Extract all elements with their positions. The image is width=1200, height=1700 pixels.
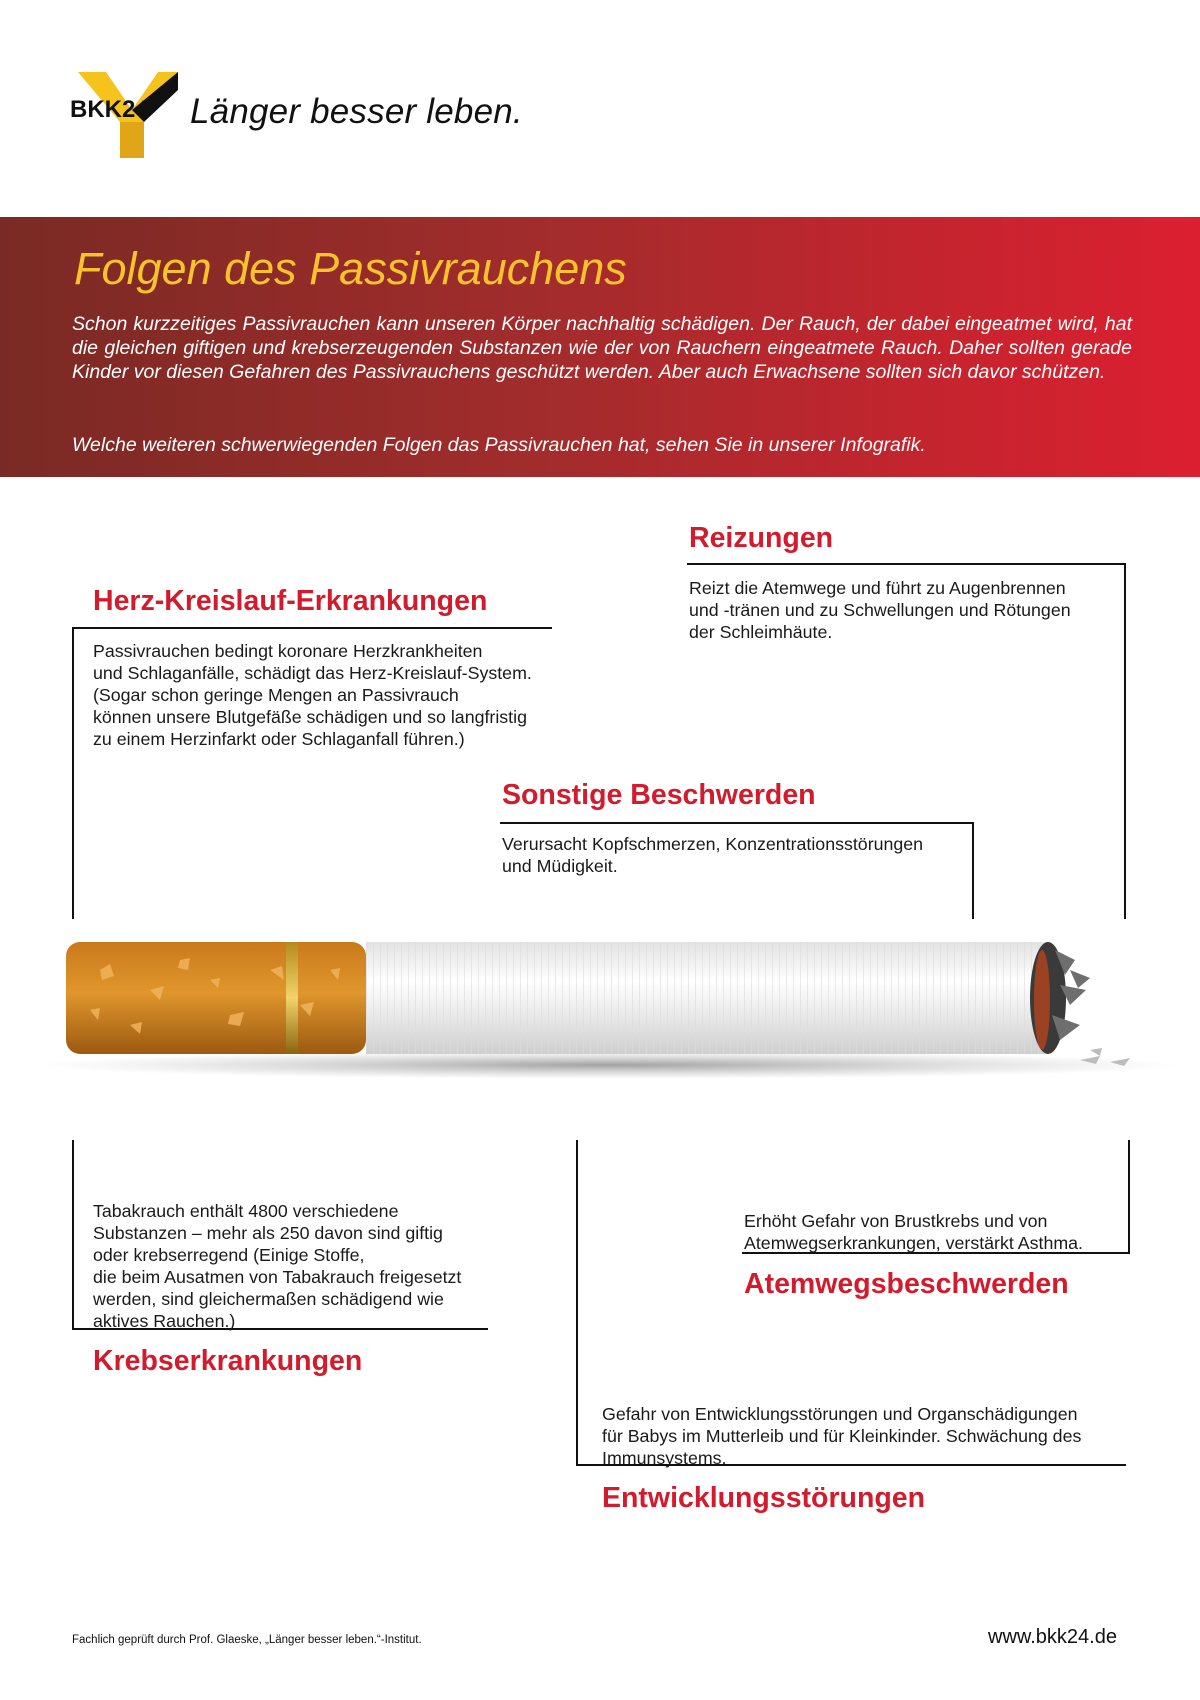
logo-lettering: BKK24 xyxy=(70,96,149,123)
herz-line: können unsere Blutgefäße schädigen und so langfristig xyxy=(93,707,527,727)
entwicklung-text xyxy=(602,1403,1142,1469)
herz-line: Passivrauchen bedingt koronare Herzkrankheiten xyxy=(93,641,483,661)
sonstige-line: und Müdigkeit. xyxy=(502,856,618,876)
footer-website-link[interactable]: www.bkk24.de xyxy=(988,1626,1117,1648)
cigarette-illustration xyxy=(30,930,1190,1085)
slogan: Länger besser leben. xyxy=(190,92,523,131)
krebs-frame-left xyxy=(72,1140,74,1330)
krebs-title: Krebserkrankungen xyxy=(93,1345,363,1377)
entwicklung-line: Immunsystems. xyxy=(602,1448,727,1468)
sonstige-frame-right xyxy=(972,822,974,919)
atemweg-line: Atemwegserkrankungen, verstärkt Asthma. xyxy=(744,1233,1083,1253)
reizungen-line: und -tränen und zu Schwellungen und Rötungen xyxy=(689,600,1071,620)
atemweg-line: Erhöht Gefahr von Brustkrebs und von xyxy=(744,1211,1048,1231)
intro-paragraph: Schon kurzzeitiges Passivrauchen kann unseren Körper nachhaltig schädigen. Der Rauch, der dabei eingeatmet wird, hat die gleichen giftigen und krebserzeugenden Substanzen wie der von Rauchern eingeatmete Rauch. Daher sollten gerade Kinder vor diesen Gefahren des Passivrauchens geschützt werden. Aber auch Erwachsene sollten sich davor schützen. xyxy=(72,313,1132,383)
reizungen-line: Reizt die Atemwege und führt zu Augenbrennen xyxy=(689,578,1066,598)
atemweg-text xyxy=(744,1210,1134,1254)
atemweg-title: Atemwegsbeschwerden xyxy=(744,1268,1069,1300)
entwicklung-frame-left xyxy=(576,1140,578,1466)
herz-line: zu einem Herzinfarkt oder Schlaganfall führen.) xyxy=(93,729,465,749)
reizungen-title: Reizungen xyxy=(689,522,834,554)
sonstige-title: Sonstige Beschwerden xyxy=(502,779,816,811)
krebs-line: die beim Ausatmen von Tabakrauch freigesetzt xyxy=(93,1267,462,1287)
reizungen-line: der Schleimhäute. xyxy=(689,622,833,642)
footer-review-note: Fachlich geprüft durch Prof. Glaeske, „Länger besser leben.“-Institut. xyxy=(72,1634,422,1646)
reizungen-text xyxy=(689,577,1119,643)
entwicklung-line: Gefahr von Entwicklungsstörungen und Organschädigungen xyxy=(602,1404,1078,1424)
herz-frame-top xyxy=(72,627,552,629)
krebs-line: werden, sind gleichermaßen schädigend wie xyxy=(93,1289,444,1309)
herz-line: (Sogar schon geringe Mengen an Passivrauch xyxy=(93,685,459,705)
herz-title: Herz-Kreislauf-Erkrankungen xyxy=(93,585,488,617)
herz-frame-left xyxy=(72,627,74,919)
entwicklung-title: Entwicklungsstörungen xyxy=(602,1482,926,1514)
reizungen-frame-top xyxy=(687,563,1126,565)
sonstige-frame-top xyxy=(500,822,974,824)
bkk24-logo xyxy=(70,70,200,160)
krebs-line: Substanzen – mehr als 250 davon sind giftig xyxy=(93,1223,443,1243)
reizungen-frame-right xyxy=(1124,563,1126,919)
sonstige-text xyxy=(502,833,962,877)
herz-line: und Schlaganfälle, schädigt das Herz-Kreislauf-System. xyxy=(93,663,532,683)
intro-infographic-note: Welche weiteren schwerwiegenden Folgen das Passivrauchen hat, sehen Sie in unserer Infografik. xyxy=(72,434,926,456)
krebs-line: aktives Rauchen.) xyxy=(93,1311,236,1331)
page-title: Folgen des Passivrauchens xyxy=(74,243,627,294)
sonstige-line: Verursacht Kopfschmerzen, Konzentrationsstörungen xyxy=(502,834,924,854)
krebs-text xyxy=(93,1200,513,1332)
herz-text xyxy=(93,640,573,750)
krebs-line: Tabakrauch enthält 4800 verschiedene xyxy=(93,1201,399,1221)
entwicklung-line: für Babys im Mutterleib und für Kleinkinder. Schwächung des xyxy=(602,1426,1082,1446)
krebs-line: oder krebserregend (Einige Stoffe, xyxy=(93,1245,365,1265)
